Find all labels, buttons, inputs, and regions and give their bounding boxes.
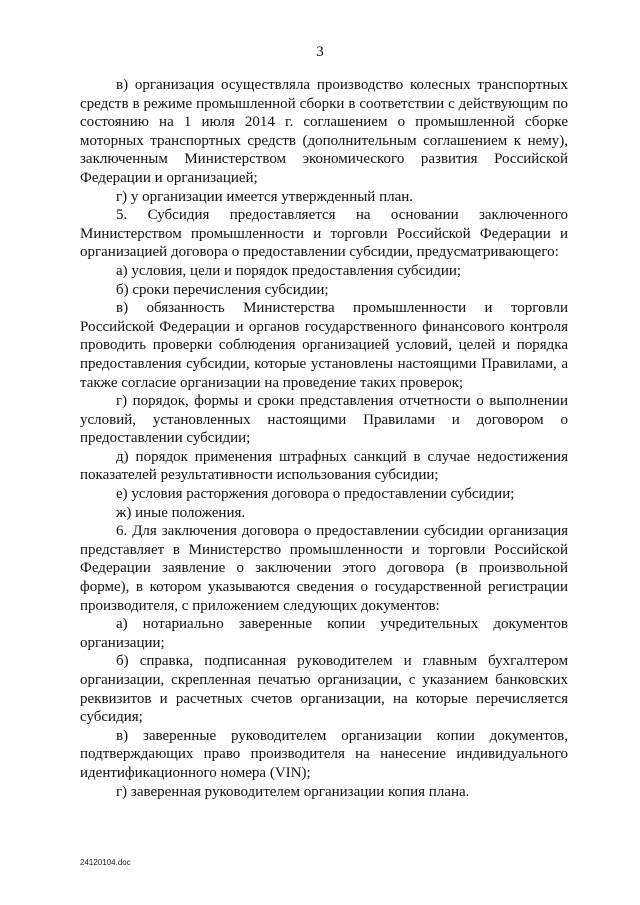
paragraph: 5. Субсидия предоставляется на основании заключенного Министерством промышленности и торговли Российской Федерации и организацией договора о предоставлении субсидии, предусматривающего:: [80, 207, 568, 261]
paragraph: в) организация осуществляла производство колесных транспортных средств в режиме промышленной сборки в соответствии с действующим по состоянию на 1 июля 2014 г. соглашением о промышленной сборке моторных транспортных средств (дополнительным соглашением к нему), заключенным Министерством экономического развития Российской Федерации и организацией;: [80, 77, 568, 186]
paragraph: в) обязанность Министерства промышленности и торговли Российской Федерации и органов государственного финансового контроля проводить проверки соблюдения организацией условий, целей и порядка предоставления субсидии, которые установлены настоящими Правилами, а также согласие организации на проведение таких проверок;: [80, 300, 568, 391]
file-name-footer: 24120104.doc: [80, 858, 131, 867]
paragraph: д) порядок применения штрафных санкций в случае недостижения показателей результативности использования субсидии;: [80, 448, 568, 484]
paragraph: а) нотариально заверенные копии учредительных документов организации;: [80, 616, 568, 651]
paragraph: б) сроки перечисления субсидии;: [116, 281, 329, 298]
paragraph: б) справка, подписанная руководителем и главным бухгалтером организации, скрепленная печатью организации, с указанием банковских реквизитов и расчетных счетов организации, на которые перечисляется субсидия;: [80, 653, 568, 726]
document-body: [80, 76, 568, 801]
page-number: 3: [316, 44, 324, 60]
paragraph: в) заверенные руководителем организации копии документов, подтверждающих право производителя на нанесение индивидуального идентификационного номера (VIN);: [80, 727, 568, 781]
paragraph: г) у организации имеется утвержденный план.: [116, 188, 414, 205]
paragraph: г) заверенная руководителем организации копия плана.: [116, 783, 470, 800]
paragraph: ж) иные положения.: [116, 504, 246, 521]
paragraph: 6. Для заключения договора о предоставлении субсидии организация представляет в Министерство промышленности и торговли Российской Федерации заявление о заключении этого договора (в произвольной форме), в котором указываются сведения о государственной регистрации производителя, с приложением следующих документов:: [80, 523, 568, 614]
paragraph: е) условия расторжения договора о предоставлении субсидии;: [116, 486, 515, 503]
paragraph: г) порядок, формы и сроки представления отчетности о выполнении условий, установленных настоящими Правилами и договором о предоставлении субсидии;: [80, 393, 568, 447]
paragraph: а) условия, цели и порядок предоставления субсидии;: [116, 262, 462, 279]
